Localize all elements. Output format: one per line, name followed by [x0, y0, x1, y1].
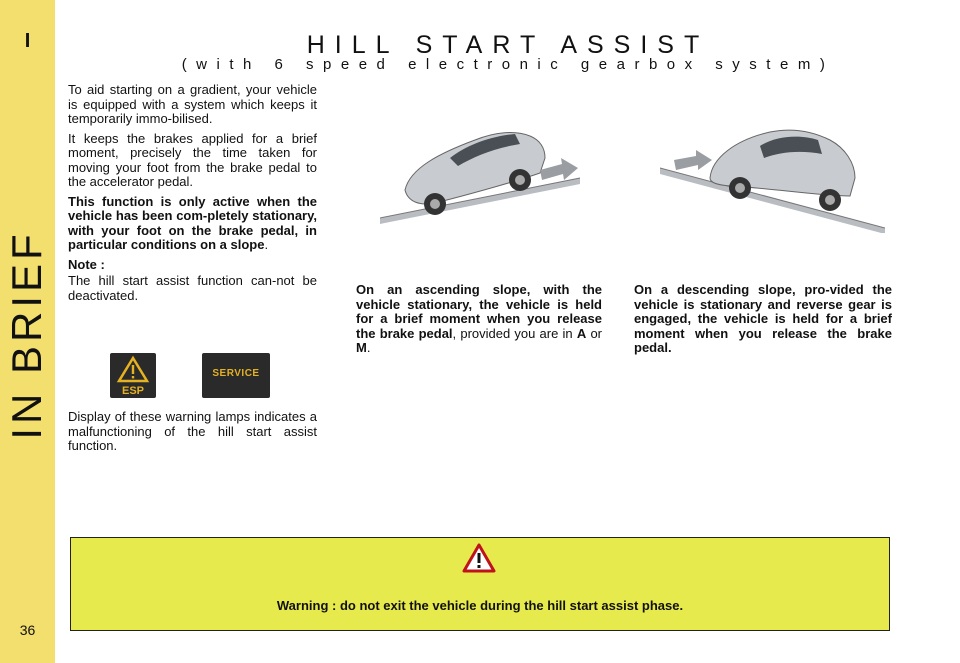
ascending-or-text: or — [586, 325, 603, 341]
descending-slope-illustration — [660, 118, 885, 233]
note-label: Note : — [68, 256, 105, 272]
intro-column — [68, 83, 317, 308]
page-number: 36 — [19, 622, 36, 638]
ascending-caption — [356, 283, 602, 356]
warning-lamps — [110, 353, 270, 398]
warning-triangle-icon — [462, 543, 496, 573]
chapter-marker: I — [24, 30, 31, 52]
ascending-mid-text: , provided you are in — [452, 325, 577, 341]
note-text: The hill start assist function can-not be deactivated. — [68, 273, 317, 303]
condition-end: . — [264, 237, 269, 252]
warning-text: Warning : do not exit the vehicle during the hill start assist phase. — [276, 598, 684, 613]
intro-paragraph: To aid starting on a gradient, your vehicle is equipped with a system which keeps it temporarily immo-bilised. — [68, 82, 317, 126]
page-title: HILL START ASSIST — [306, 31, 710, 59]
gear-a: A — [576, 325, 587, 341]
condition-bold-text: This function is only active when the vehicle has been com-pletely stationary, with your foot on the brake pedal, in particular conditions on a slope — [68, 193, 317, 252]
descending-caption: On a descending slope, pro-vided the vehicle is stationary and reverse gear is engaged, the vehicle is held for a brief moment when you release the brake pedal. — [634, 282, 892, 355]
page-subtitle: (with 6 speed electronic gearbox system) — [181, 56, 835, 73]
reverse-arrow-icon — [674, 150, 712, 170]
esp-warning-lamp — [110, 353, 156, 398]
condition-paragraph — [68, 195, 317, 253]
service-warning-lamp — [202, 353, 270, 398]
esp-warning-icon — [110, 353, 156, 398]
ascending-bold-text: On an ascending slope, with the vehicle stationary, the vehicle is held for a brief moment when you release the brake pedal — [356, 282, 602, 341]
forward-arrow-icon — [540, 158, 578, 180]
service-lamp-label: SERVICE — [212, 368, 260, 379]
brake-paragraph: It keeps the brakes applied for a brief moment, precisely the time taken for moving your foot from the brake pedal to the accelerator pedal. — [68, 130, 317, 189]
ascending-end: . — [366, 340, 371, 355]
warning-box — [70, 537, 890, 631]
gear-m: M — [356, 340, 367, 355]
esp-lamp-label: ESP — [121, 385, 145, 397]
lamp-description: Display of these warning lamps indicates a malfunctioning of the hill start assist function. — [68, 409, 317, 453]
section-title-vertical: IN BRIEF — [3, 230, 50, 440]
ascending-slope-illustration — [380, 118, 600, 233]
sidebar — [0, 0, 55, 663]
